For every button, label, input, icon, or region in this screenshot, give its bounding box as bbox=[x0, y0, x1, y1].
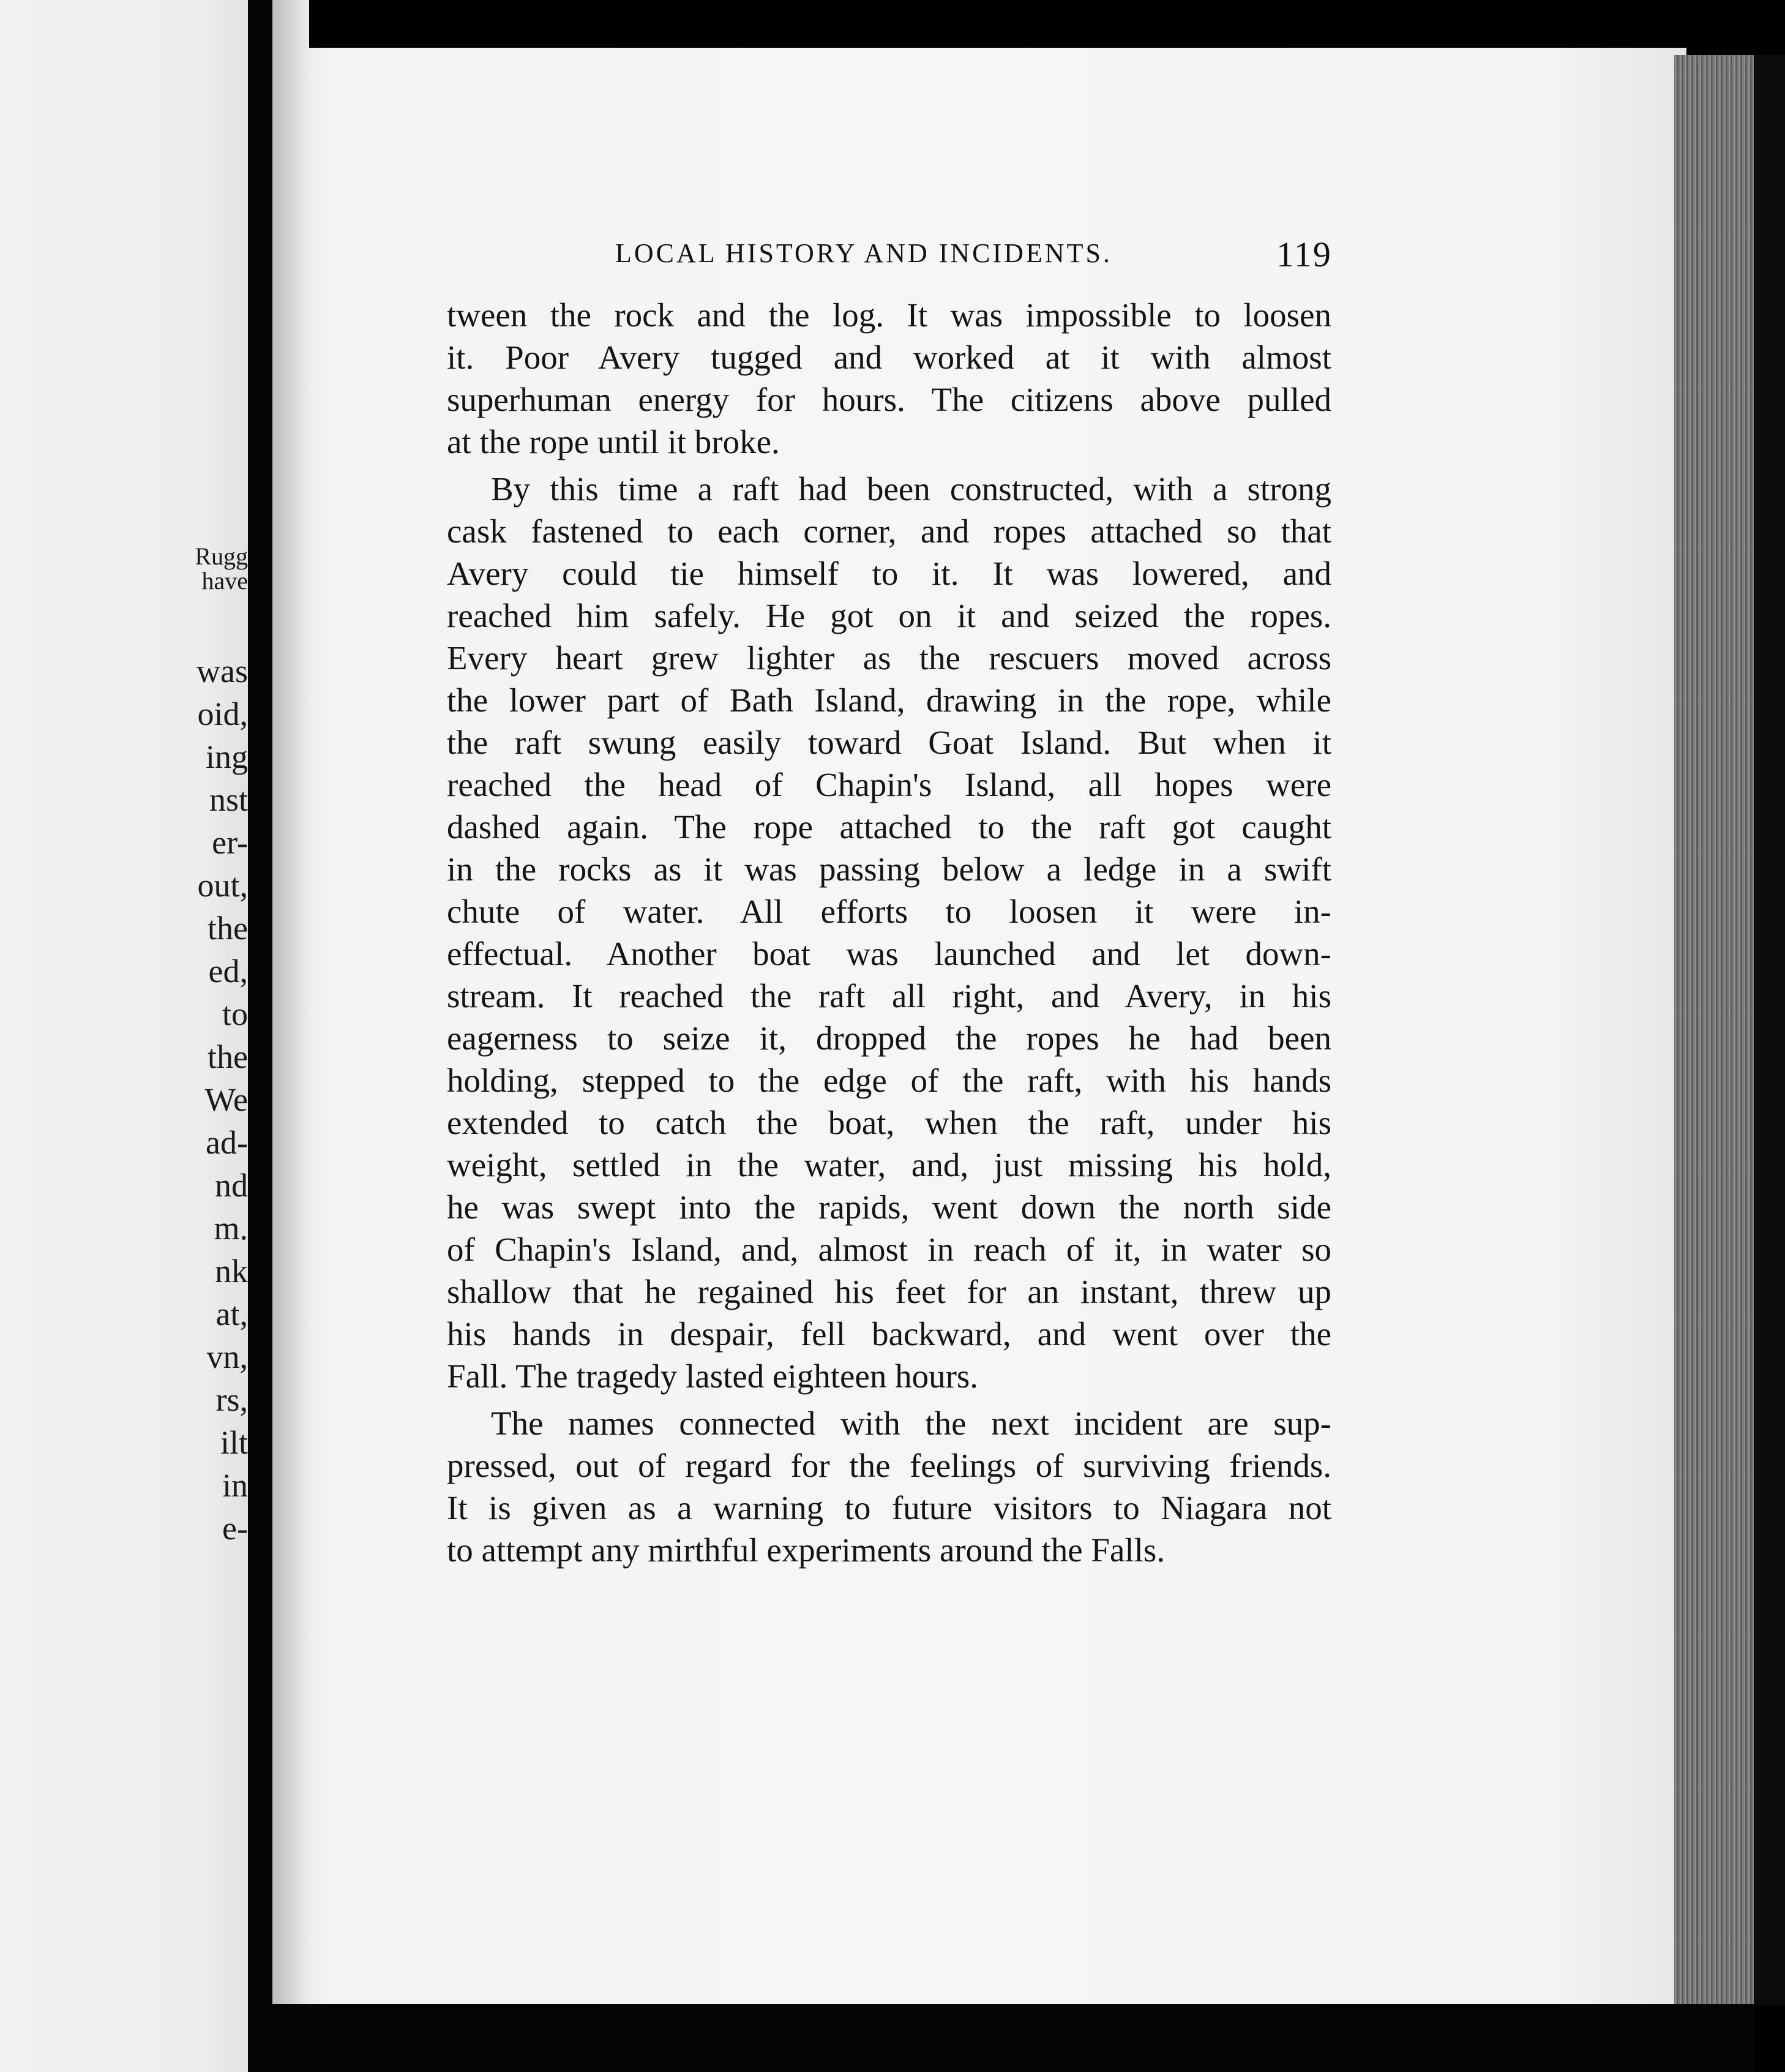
left-page-fragment: vn, bbox=[206, 1338, 248, 1375]
text-line: It is given as a warning to future visitors to Niagara not bbox=[447, 1489, 1331, 1526]
left-page-fragment: e- bbox=[222, 1510, 248, 1547]
text-line: weight, settled in the water, and, just missing his hold, bbox=[447, 1146, 1331, 1184]
left-page-fragment: the bbox=[208, 910, 248, 947]
text-line: to attempt any mirthful experiments around the Falls. bbox=[447, 1531, 1166, 1569]
paragraph bbox=[447, 1402, 1331, 1571]
text-line: By this time a raft had been constructed, with a strong bbox=[491, 470, 1331, 508]
text-line: cask fastened to each corner, and ropes attached so that bbox=[447, 512, 1331, 550]
text-line: tween the rock and the log. It was impossible to loosen bbox=[447, 296, 1331, 334]
text-line: Fall. The tragedy lasted eighteen hours. bbox=[447, 1357, 979, 1395]
text-line: chute of water. All efforts to loosen it were in- bbox=[447, 893, 1331, 930]
left-page-fragment: oid, bbox=[197, 696, 248, 732]
left-page-fragment: nd bbox=[215, 1167, 248, 1204]
left-page-fragment: m. bbox=[214, 1210, 248, 1247]
left-page-fragment: ilt bbox=[220, 1424, 248, 1461]
text-line: dashed again. The rope attached to the raft got caught bbox=[447, 808, 1331, 846]
left-facing-page bbox=[0, 0, 248, 2072]
text-line: Every heart grew lighter as the rescuers moved across bbox=[447, 639, 1331, 677]
left-page-fragment: have bbox=[201, 567, 248, 595]
text-line: his hands in despair, fell backward, and went over the bbox=[447, 1315, 1331, 1353]
running-head: LOCAL HISTORY AND INCIDENTS. bbox=[615, 238, 1112, 268]
text-line: holding, stepped to the edge of the raft, with his hands bbox=[447, 1062, 1331, 1099]
gutter-shadow bbox=[272, 0, 309, 2072]
text-line: The names connected with the next incident are sup- bbox=[491, 1405, 1331, 1442]
left-page-fragment: out, bbox=[197, 867, 248, 904]
left-page-fragment: in bbox=[222, 1467, 248, 1504]
paragraph bbox=[447, 468, 1331, 1397]
text-line: pressed, out of regard for the feelings of surviving friends. bbox=[447, 1447, 1331, 1484]
text-line: he was swept into the rapids, went down the north side bbox=[447, 1188, 1331, 1226]
left-page-fragment: nst bbox=[209, 781, 248, 818]
text-line: superhuman energy for hours. The citizens above pulled bbox=[447, 381, 1331, 418]
text-line: it. Poor Avery tugged and worked at it with almost bbox=[447, 339, 1331, 376]
body-text bbox=[447, 294, 1331, 1571]
left-page-fragment: er- bbox=[212, 824, 248, 861]
page-edges bbox=[1674, 55, 1754, 2005]
left-page-fragment: was bbox=[196, 653, 248, 689]
text-line: extended to catch the boat, when the raft, under his bbox=[447, 1104, 1331, 1141]
book-gutter bbox=[248, 0, 272, 2072]
left-page-fragment: rs, bbox=[215, 1381, 248, 1418]
text-line: reached the head of Chapin's Island, all hopes were bbox=[447, 766, 1331, 803]
paragraph bbox=[447, 294, 1331, 463]
left-page-fragment: ad- bbox=[206, 1124, 248, 1161]
text-line: shallow that he regained his feet for an instant, threw up bbox=[447, 1273, 1331, 1310]
page-number: 119 bbox=[1276, 235, 1332, 274]
left-page-fragment: at, bbox=[215, 1296, 248, 1332]
left-page-fragment: ing bbox=[205, 738, 248, 775]
text-line: effectual. Another boat was launched and let down- bbox=[447, 935, 1331, 972]
left-page-fragment: nk bbox=[215, 1253, 248, 1289]
text-line: Avery could tie himself to it. It was lowered, and bbox=[447, 555, 1331, 592]
text-line: eagerness to seize it, dropped the ropes he had been bbox=[447, 1019, 1331, 1057]
left-page-fragment: Rugg bbox=[195, 542, 248, 570]
left-page-fragment: to bbox=[222, 996, 248, 1032]
text-line: in the rocks as it was passing below a ledge in a swift bbox=[447, 850, 1331, 888]
text-line: of Chapin's Island, and, almost in reach of it, in water so bbox=[447, 1231, 1331, 1268]
book-edge-shadow bbox=[1754, 55, 1785, 2005]
left-page-fragment: We bbox=[204, 1081, 248, 1118]
text-line: the raft swung easily toward Goat Island. But when it bbox=[447, 724, 1331, 761]
text-line: the lower part of Bath Island, drawing in the rope, while bbox=[447, 681, 1331, 719]
left-page-fragment: the bbox=[208, 1038, 248, 1075]
text-line: stream. It reached the raft all right, and Avery, in his bbox=[447, 977, 1331, 1015]
text-line: reached him safely. He got on it and seized the ropes. bbox=[447, 597, 1331, 634]
bottom-shadow bbox=[272, 2004, 1754, 2072]
left-page-fragment: ed, bbox=[208, 953, 248, 989]
text-line: at the rope until it broke. bbox=[447, 423, 780, 460]
